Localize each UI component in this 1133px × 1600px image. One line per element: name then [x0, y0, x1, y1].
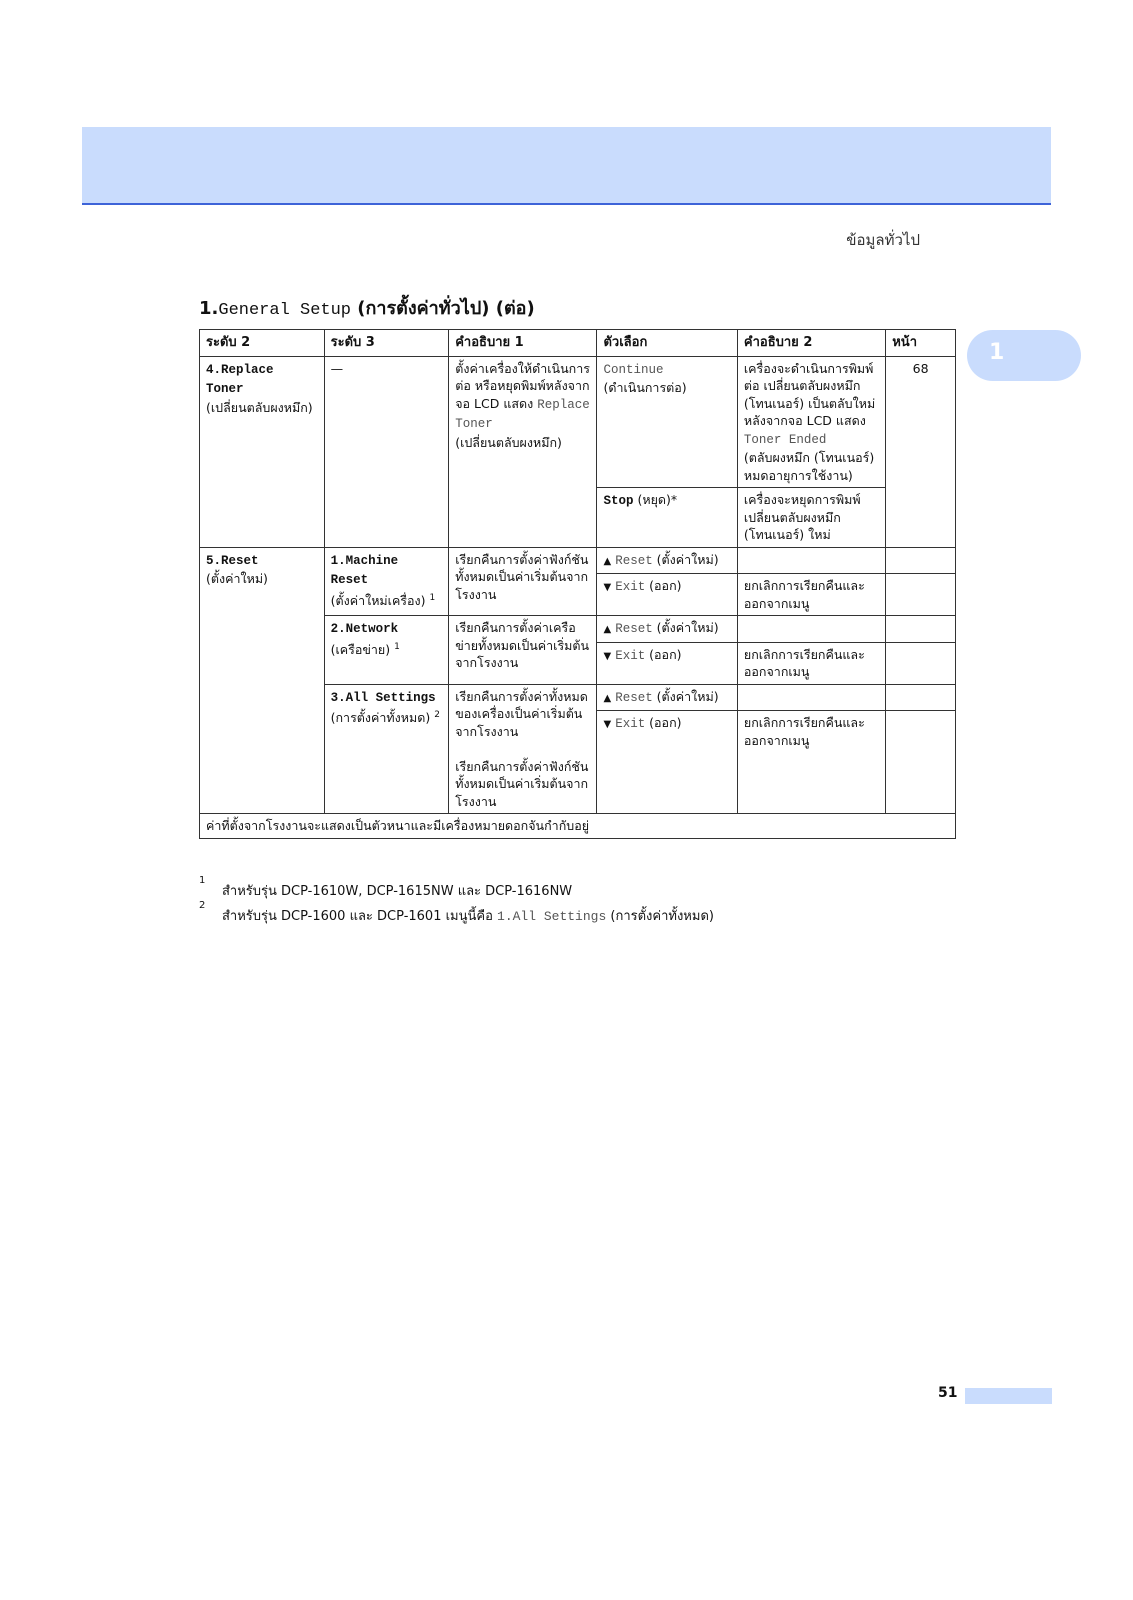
header-band — [82, 127, 1051, 205]
desc2-empty — [737, 616, 885, 643]
network-reset-sup: 1 — [394, 641, 400, 652]
table-row — [200, 356, 956, 488]
option-stop-thai: (หยุด)* — [637, 492, 678, 507]
page-number-bar — [965, 1388, 1052, 1404]
footnote-2-number: 2 — [199, 900, 206, 911]
option-reset — [597, 547, 737, 574]
col-header-level3: ระดับ 3 — [324, 330, 449, 357]
option-exit — [597, 574, 737, 616]
title-menu-name: General Setup — [218, 301, 351, 320]
replace-toner-level2 — [200, 356, 325, 547]
machine-reset-desc: เรียกคืนการตั้งค่าฟังก์ชันทั้งหมดเป็นค่าเริ่มต้นจากโรงงาน — [449, 547, 597, 616]
network-reset-desc: เรียกคืนการตั้งค่าเครือข่ายทั้งหมดเป็นค่าเริ่มต้นจากโรงงาน — [449, 616, 597, 685]
desc2-continue-code: Toner Ended — [743, 432, 827, 447]
footnote-1-number: 1 — [199, 875, 206, 886]
down-arrow-icon: ▼ — [603, 582, 612, 593]
option-exit-code: Exit — [615, 580, 646, 594]
up-arrow-icon: ▲ — [603, 692, 612, 704]
up-arrow-icon: ▲ — [603, 555, 612, 567]
replace-toner-desc1-thai: (เปลี่ยนตลับผงหมึก) — [455, 434, 562, 450]
option-continue-thai: (ดำเนินการต่อ) — [603, 380, 687, 395]
all-settings-sup: 2 — [434, 710, 440, 720]
col-header-desc1: คำอธิบาย 1 — [449, 330, 597, 357]
option-reset-code: Reset — [615, 622, 653, 636]
section-label: ข้อมูลทั่วไป — [846, 231, 920, 249]
col-header-desc2: คำอธิบาย 2 — [737, 330, 885, 357]
option-reset — [597, 616, 737, 643]
all-settings-desc-a: เรียกคืนการตั้งค่าทั้งหมดของเครื่องเป็นค่าเริ่มต้นจากโรงงาน — [455, 688, 588, 739]
footnote-2-text — [222, 905, 714, 926]
desc2-empty — [737, 684, 885, 711]
page-empty — [886, 642, 956, 684]
option-exit — [597, 642, 737, 684]
option-continue — [597, 356, 737, 488]
option-stop — [597, 488, 737, 548]
network-reset-thai: (เครือข่าย) — [330, 641, 391, 657]
page-empty — [886, 711, 956, 814]
chapter-number: 1 — [989, 340, 1005, 365]
machine-reset-code: 1.Machine Reset — [330, 553, 399, 587]
option-reset-code: Reset — [615, 690, 653, 705]
reset-thai: (ตั้งค่าใหม่) — [206, 571, 268, 586]
footnote-2-text-b: (การตั้งค่าทั้งหมด) — [606, 909, 714, 924]
desc2-continue-text: เครื่องจะดำเนินการพิมพ์ต่อ เปลี่ยนตลับผงหมึก (โทนเนอร์) เป็นตลับใหม่หลังจากจอ LCD แสดง — [743, 360, 876, 428]
col-header-page: หน้า — [886, 330, 956, 357]
replace-toner-page: 68 — [886, 356, 956, 547]
reset-code: 5.Reset — [206, 553, 259, 568]
footnote-1-text: สำหรับรุ่น DCP-1610W, DCP-1615NW และ DCP-1616NW — [222, 884, 573, 899]
page-empty — [886, 684, 956, 711]
all-settings-code: 3.All Settings — [330, 690, 436, 705]
option-continue-code: Continue — [603, 362, 664, 377]
desc2-continue — [737, 356, 885, 488]
machine-reset-level3 — [324, 547, 449, 616]
all-settings-level3 — [324, 684, 449, 814]
table-row — [200, 547, 956, 574]
desc2-exit: ยกเลิกการเรียกคืนและออกจากเมนู — [737, 574, 885, 616]
all-settings-desc-b: เรียกคืนการตั้งค่าฟังก์ชันทั้งหมดเป็นค่าเริ่มต้นจากโรงงาน — [455, 758, 589, 809]
replace-toner-desc1 — [449, 356, 597, 547]
replace-toner-desc1-text: ตั้งค่าเครื่องให้ดำเนินการต่อ หรือหยุดพิมพ์หลังจากจอ LCD แสดง — [455, 360, 590, 411]
menu-table — [199, 329, 956, 839]
option-exit-thai: (ออก) — [645, 715, 682, 730]
desc2-empty — [737, 547, 885, 574]
network-reset-code: 2.Network — [330, 622, 399, 636]
replace-toner-level3: — — [324, 356, 449, 547]
up-arrow-icon: ▲ — [603, 624, 612, 635]
option-reset-thai: (ตั้งค่าใหม่) — [652, 688, 719, 704]
option-exit — [597, 711, 737, 814]
desc2-continue-thai: (ตลับผงหมึก (โทนเนอร์) หมดอายุการใช้งาน) — [743, 450, 875, 483]
desc2-exit: ยกเลิกการเรียกคืนและออกจากเมนู — [737, 711, 885, 814]
page-title — [199, 293, 535, 322]
title-thai: (การตั้งค่าทั่วไป) (ต่อ) — [351, 298, 535, 319]
table-footer-note: ค่าที่ตั้งจากโรงงานจะแสดงเป็นตัวหนาและมีเครื่องหมายดอกจันกำกับอยู่ — [200, 814, 956, 839]
page-empty — [886, 547, 956, 574]
title-number: 1. — [199, 298, 219, 319]
all-settings-desc — [449, 684, 597, 814]
option-reset-code: Reset — [615, 553, 653, 568]
option-exit-thai: (ออก) — [645, 646, 682, 662]
page-empty — [886, 574, 956, 616]
option-reset — [597, 684, 737, 711]
replace-toner-desc1-code: Replace Toner — [455, 397, 590, 431]
page-empty — [886, 616, 956, 643]
machine-reset-sup: 1 — [429, 592, 436, 603]
option-exit-code: Exit — [615, 648, 646, 663]
table-footer-row — [200, 814, 956, 839]
down-arrow-icon: ▼ — [603, 719, 612, 730]
all-settings-thai: (การตั้งค่าทั้งหมด) — [330, 710, 431, 726]
replace-toner-thai: (เปลี่ยนตลับผงหมึก) — [206, 399, 313, 415]
page-number: 51 — [938, 1385, 958, 1401]
network-reset-level3 — [324, 616, 449, 685]
option-exit-code: Exit — [615, 717, 646, 731]
footnote-2-text-a: สำหรับรุ่น DCP-1600 และ DCP-1601 เมนูนี้คือ — [222, 909, 498, 924]
desc2-exit: ยกเลิกการเรียกคืนและออกจากเมนู — [737, 642, 885, 684]
down-arrow-icon: ▼ — [603, 650, 612, 662]
option-reset-thai: (ตั้งค่าใหม่) — [652, 620, 719, 635]
footnote-2-code: 1.All Settings — [497, 909, 607, 924]
table-header-row — [200, 330, 956, 357]
col-header-options: ตัวเลือก — [597, 330, 737, 357]
option-exit-thai: (ออก) — [645, 578, 682, 593]
chapter-tab — [967, 330, 1081, 381]
option-stop-code: Stop — [603, 494, 634, 508]
option-reset-thai: (ตั้งค่าใหม่) — [652, 551, 719, 567]
col-header-level2: ระดับ 2 — [200, 330, 325, 357]
machine-reset-thai: (ตั้งค่าใหม่เครื่อง) — [330, 592, 426, 608]
replace-toner-code: 4.Replace Toner — [206, 362, 274, 396]
reset-level2 — [200, 547, 325, 814]
desc2-stop: เครื่องจะหยุดการพิมพ์ เปลี่ยนตลับผงหมึก (โทนเนอร์) ใหม่ — [737, 488, 885, 548]
